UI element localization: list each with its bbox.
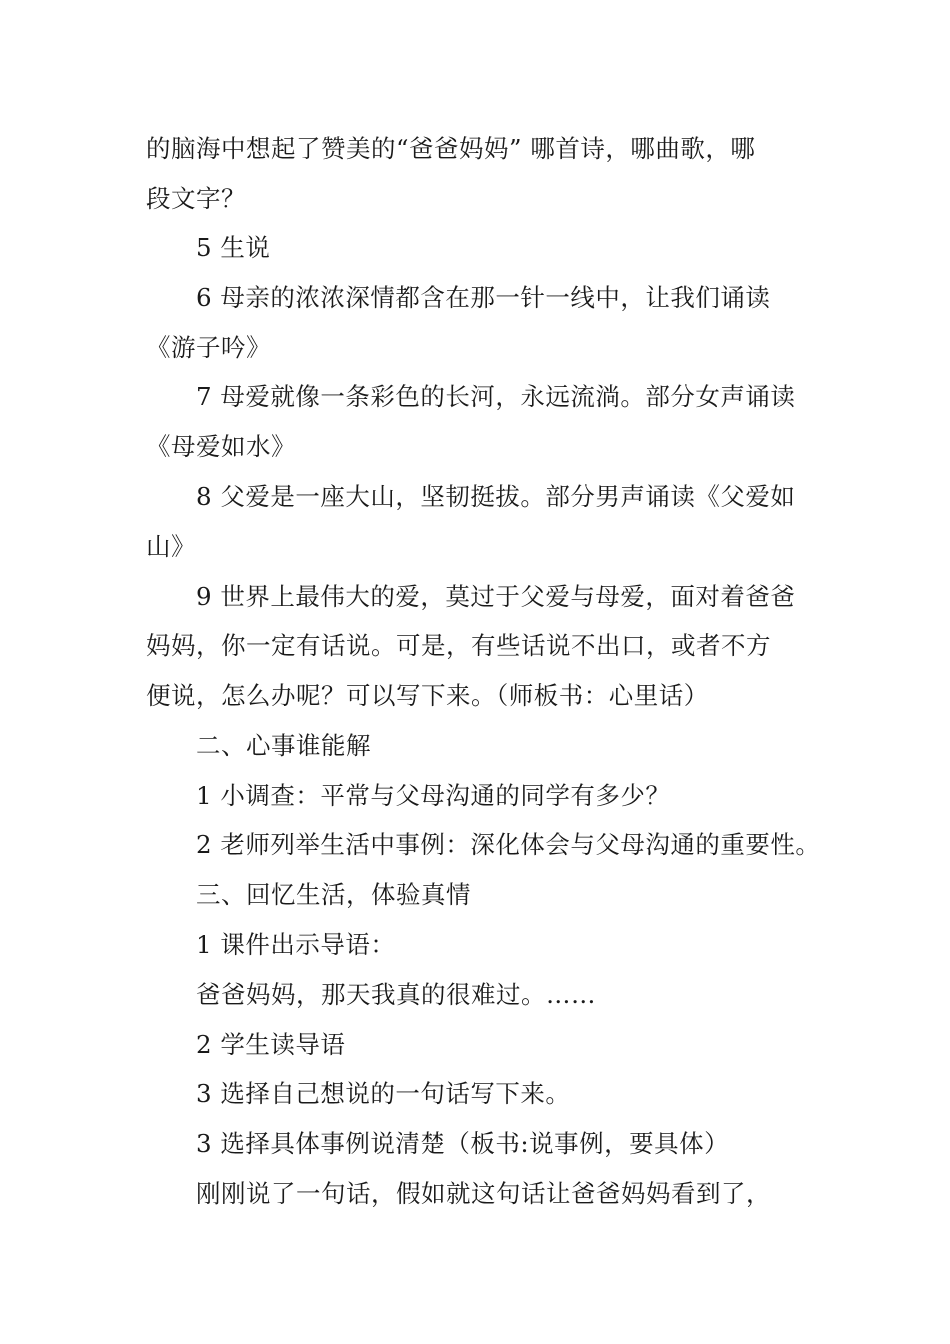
text-line: 山》 [146,532,196,561]
text-line: 1 课件出示导语： [196,930,396,959]
text-line: 6 母亲的浓浓深情都含在那一针一线中，让我们诵读 [196,283,771,312]
text-line: 3 选择具体事例说清楚（板书:说事例，要具体） [196,1129,730,1158]
text-line: 5 生说 [196,233,271,262]
text-line: 《游子吟》 [146,333,271,362]
text-line: 2 老师列举生活中事例：深化体会与父母沟通的重要性。 [196,830,821,859]
text-line: 3 选择自己想说的一句话写下来。 [196,1079,571,1108]
text-line: 8 父爱是一座大山，坚韧挺拔。部分男声诵读《父爱如 [196,482,796,511]
text-line: 1 小调查：平常与父母沟通的同学有多少？ [196,781,671,810]
text-line: 便说，怎么办呢？可以写下来。（师板书：心里话） [146,681,709,710]
text-line: 《母爱如水》 [146,432,296,461]
text-line: 9 世界上最伟大的爱，莫过于父爱与母爱，面对着爸爸 [196,582,796,611]
section-heading: 三、回忆生活，体验真情 [196,880,471,909]
text-line: 7 母爱就像一条彩色的长河，永远流淌。部分女声诵读 [196,382,796,411]
text-line: 段文字？ [146,184,246,213]
text-line: 2 学生读导语 [196,1030,346,1059]
text-line: 妈妈，你一定有话说。可是，有些话说不出口，或者不方 [146,631,771,660]
text-line: 爸爸妈妈，那天我真的很难过。…… [196,980,596,1009]
text-line: 的脑海中想起了赞美的“爸爸妈妈” 哪首诗，哪曲歌，哪 [146,134,756,163]
section-heading: 二、心事谁能解 [196,731,371,760]
text-line: 刚刚说了一句话，假如就这句话让爸爸妈妈看到了， [196,1179,771,1208]
